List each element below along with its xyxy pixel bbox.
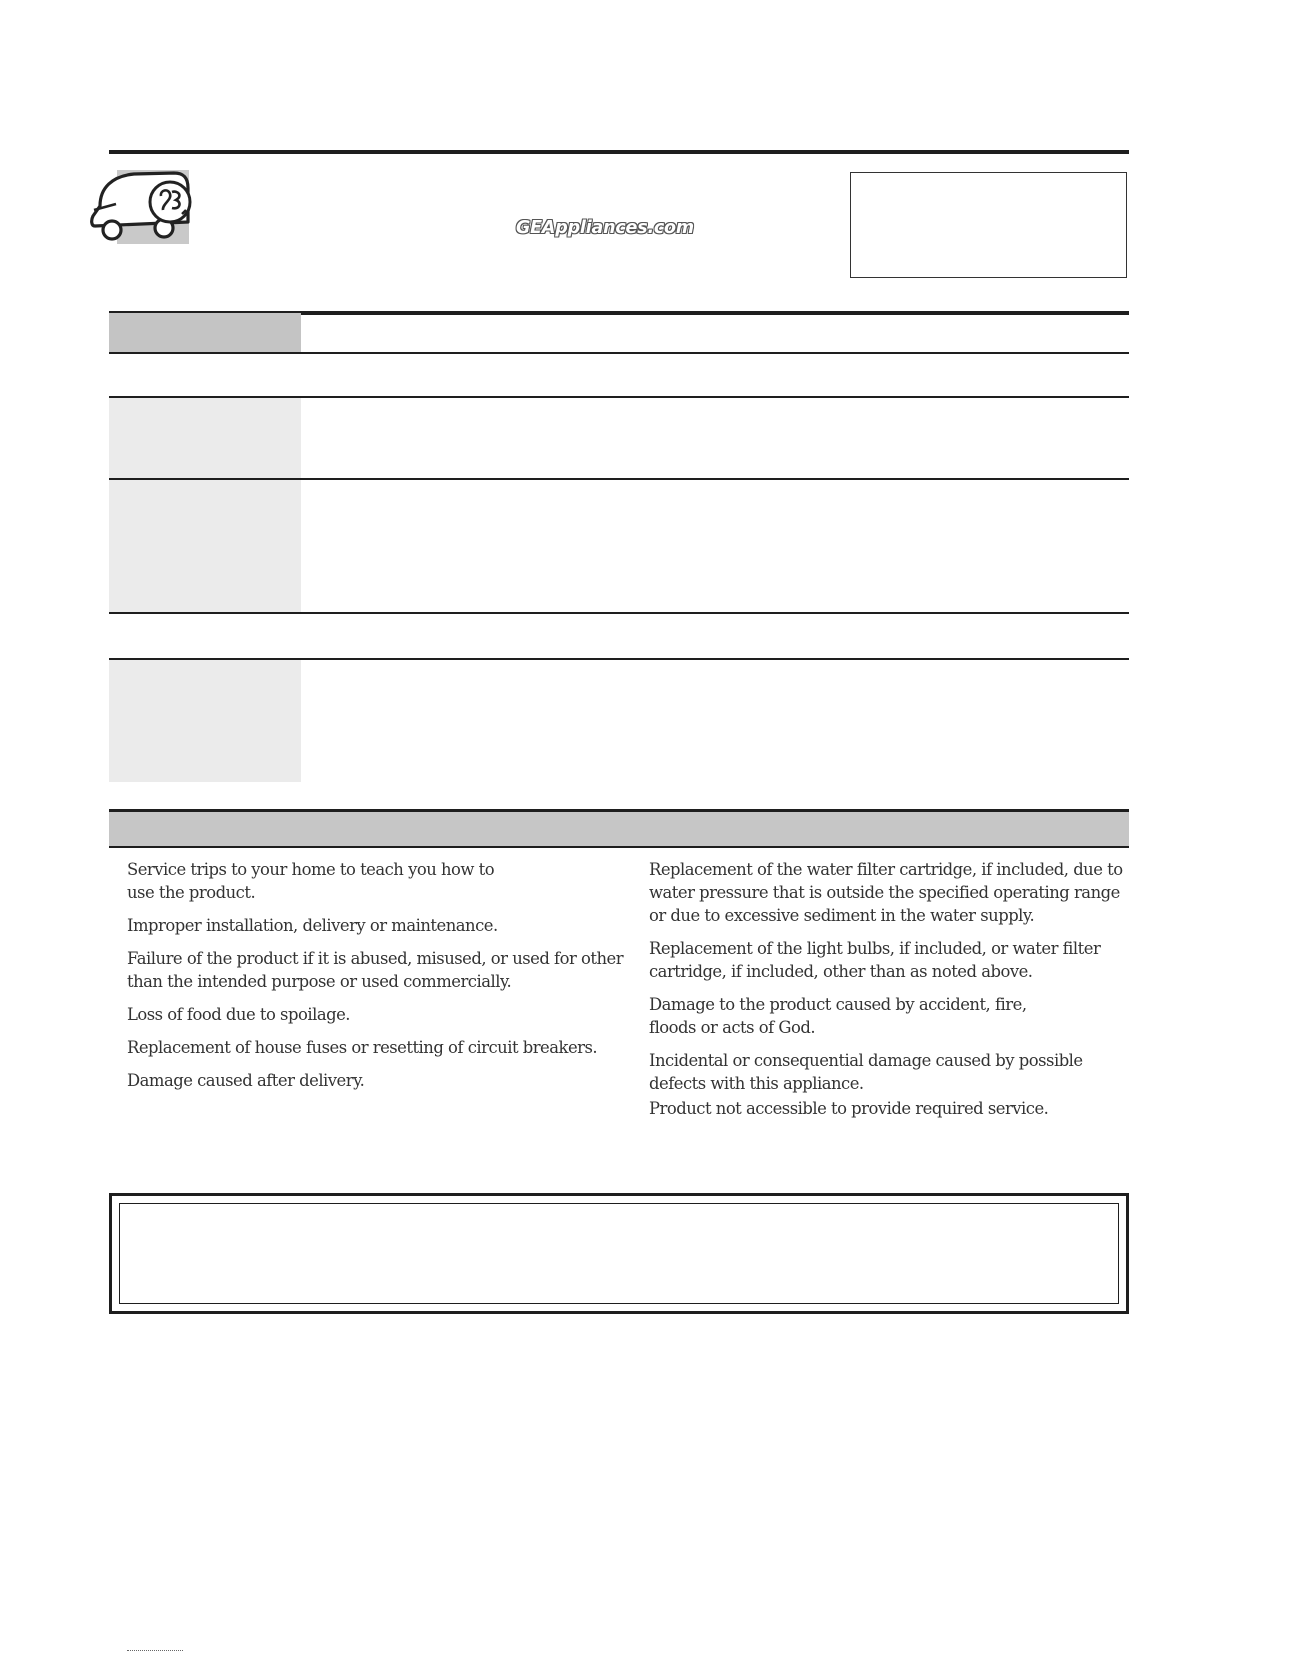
list-item: Service trips to your home to teach you how to use the product. [127, 860, 495, 902]
staple-receipt-box [850, 172, 1127, 278]
table-divider [109, 352, 1129, 354]
list-item: Improper installation, delivery or maintenance. [127, 916, 498, 935]
exclusions-header-band [109, 809, 1129, 847]
list-item: Product not accessible to provide required service. [649, 1099, 1049, 1118]
table-header-cell [109, 313, 301, 352]
footer-mark [127, 1650, 183, 1651]
list-item: Replacement of the light bulbs, if included, or water filter cartridge, if included, other than as noted above. [649, 939, 1101, 981]
list-item: Replacement of house fuses or resetting of circuit breakers. [127, 1038, 598, 1057]
table-row-label-cell [109, 480, 301, 612]
exclusions-band-bottom-rule [109, 846, 1129, 848]
exclusions-list-left [127, 858, 627, 1102]
service-truck-icon [88, 170, 192, 246]
website-url[interactable]: GEAppliances.com [516, 218, 694, 238]
top-rule [109, 150, 1129, 154]
list-item: Incidental or consequential damage caused by possible defects with this appliance. [649, 1051, 1083, 1093]
notice-box-inner [119, 1203, 1119, 1304]
list-item: Damage caused after delivery. [127, 1071, 365, 1090]
table-row-label-cell [109, 660, 301, 782]
table-divider [109, 612, 1129, 614]
list-item: Damage to the product caused by accident, fire, floods or acts of God. [649, 995, 1027, 1037]
list-item: Loss of food due to spoilage. [127, 1005, 350, 1024]
table-row-label-cell [109, 398, 301, 478]
list-item: Failure of the product if it is abused, misused, or used for other than the intended purpose or used commercially. [127, 949, 624, 991]
exclusions-list-right [649, 858, 1129, 1130]
list-item: Replacement of the water filter cartridge, if included, due to water pressure that is outside the specified operating range or due to excessive sediment in the water supply. [649, 860, 1123, 925]
